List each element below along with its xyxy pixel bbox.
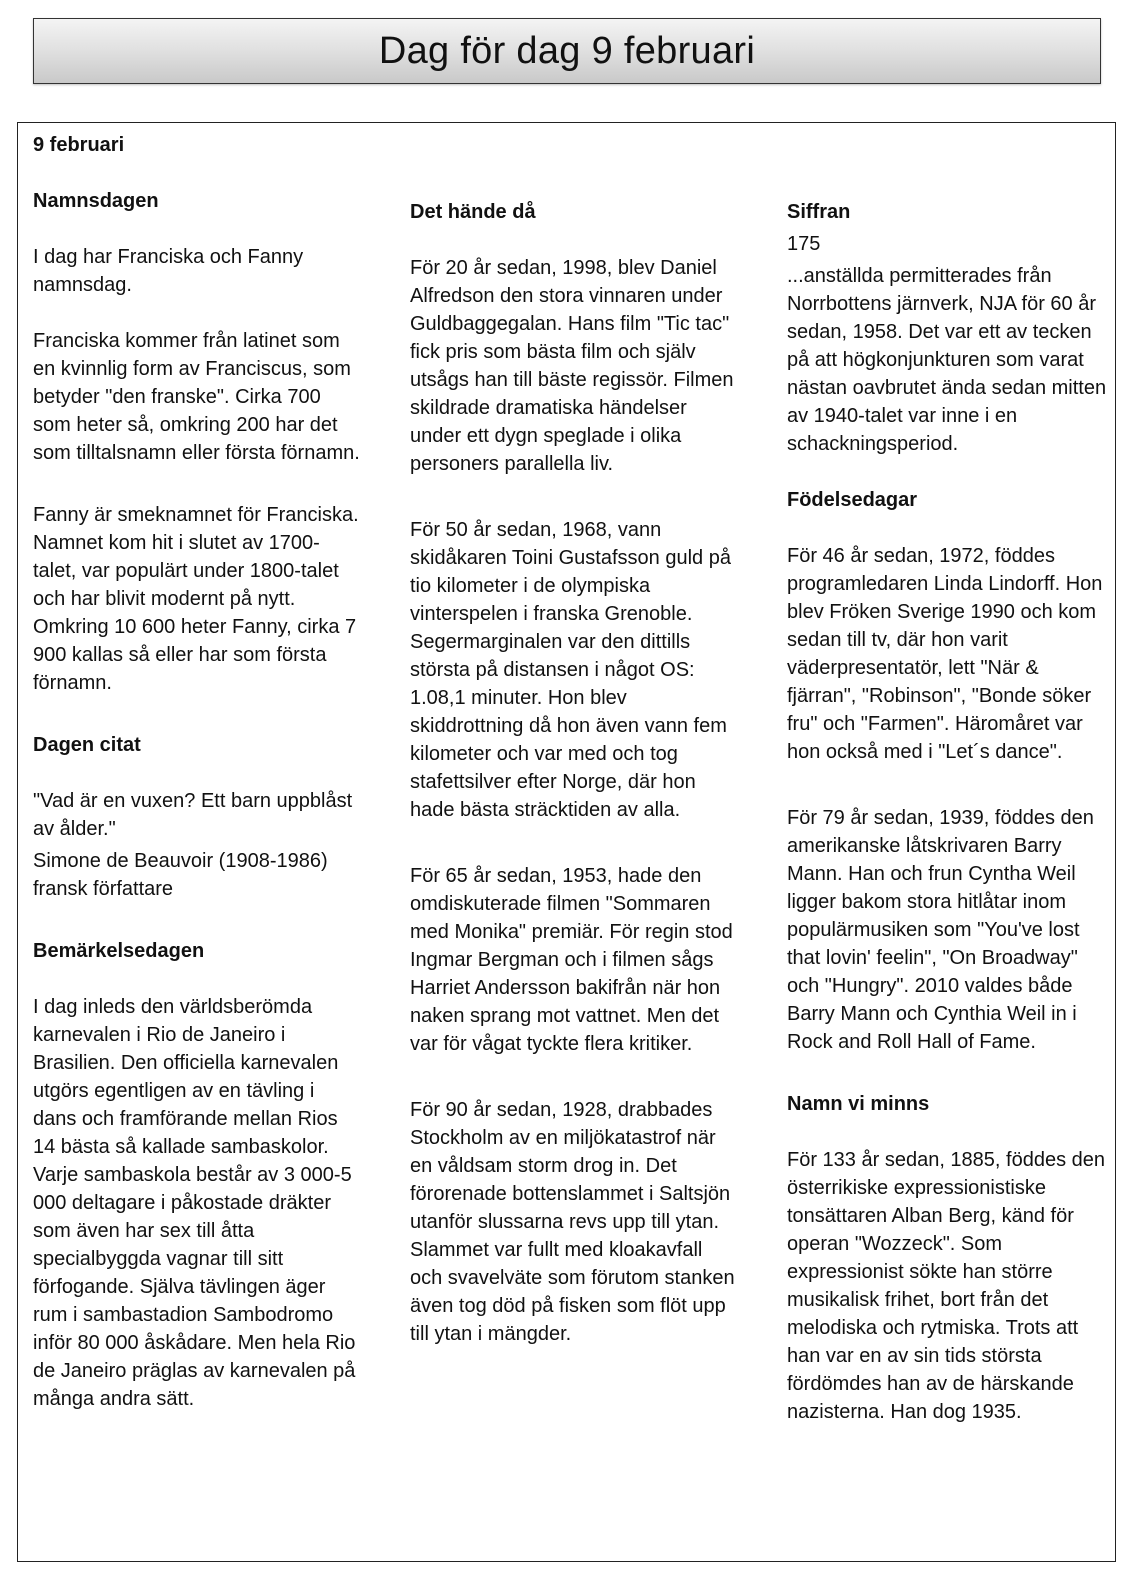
namnsdagen-intro: I dag har Franciska och Fanny namnsdag. [33, 246, 304, 296]
title-banner [33, 18, 1101, 84]
bemarkelse-text: I dag inleds den världsberömda karnevalen i Rio de Janeiro i Brasilien. Den officiella karnevalen utgörs egentligen av en tävling i dans och framförande mellan Rios 14 bästa så kallade sambaskolor. Varje sambaskola består av 3 000-5 000 deltagare i påkostade dräkter som även har sex till åtta specialbyggda vagnar till sitt förfogande. Själva tävlingen äger rum i sambastadion Sambodromo inför 80 000 åskådare. Men hela Rio de Janeiro präglas av karnevalen på många andra sätt. [33, 996, 356, 1410]
event-1928: För 90 år sedan, 1928, drabbades Stockholm av en miljökatastrof när en våldsam storm drog in. Det förorenade bottenslammet i Saltsjön utanför slussarna revs upp till ytan. Slammet var fullt med kloakavfall och svavelväte som förutom stanken även tog död på fisken som flöt upp till ytan i mängder. [410, 1099, 735, 1345]
namnsdagen-heading: Namnsdagen [33, 190, 159, 212]
event-1998: För 20 år sedan, 1998, blev Daniel Alfredson den stora vinnaren under Guldbaggegalan. Hans film "Tic tac" fick pris som bästa film och själv utsågs han till bäste regissör. Filmen skildrade dramatiska händelser under ett dygn speglade i olika personers parallella liv. [410, 257, 734, 475]
column-left [33, 131, 363, 1413]
event-1968: För 50 år sedan, 1968, vann skidåkaren Toini Gustafsson guld på tio kilometer i de olympiska vinterspelen i franska Grenoble. Segermarginalen var den dittills största på distansen i något OS: 1.08,1 minuter. Hon blev skiddrottning då hon även vann fem kilometer och var med och tog stafettsilver efter Norge, där hon hade bästa sträcktiden av alla. [410, 519, 731, 821]
namnsdagen-franciska: Franciska kommer från latinet som en kvinnlig form av Franciscus, som betyder "den franske". Cirka 700 som heter så, omkring 200 har det som tilltalsnamn eller första förnamn. [33, 330, 360, 464]
siffran-text: ...anställda permitterades från Norrbottens järnverk, NJA för 60 år sedan, 1958. Det var ett av tecken på att högkonjunkturen som varat nästan oavbrutet ända sedan mitten av 1940-talet var inne i en schackningsperiod. [787, 265, 1107, 455]
bemarkelse-heading: Bemärkelsedagen [33, 940, 205, 962]
det-hande-heading: Det hände då [410, 201, 536, 223]
birthday-mann: För 79 år sedan, 1939, föddes den amerikanske låtskrivaren Barry Mann. Han och frun Cyntha Weil ligger bakom stora hitlåtar inom populärmusiken som "You've lost that lovin' feelin", "On Broadway" och "Hungry". 2010 valdes både Barry Mann och Cynthia Weil in i Rock and Roll Hall of Fame. [787, 807, 1094, 1053]
event-1953: För 65 år sedan, 1953, hade den omdiskuterade filmen "Sommaren med Monika" premiär. För regin stod Ingmar Bergman och i filmen sågs Harriet Andersson bakifrån när hon naken sprang mot vattnet. Men det var för vågat tyckte flera kritiker. [410, 865, 733, 1055]
namn-berg: För 133 år sedan, 1885, föddes den österrikiske expressionistiske tonsättaren Alban Berg, känd för operan "Wozzeck". Som expressionist sökte han större musikalisk frihet, bort från det melodiska och rytmiska. Trots att han var en av sin tids största fördömdes han av de härskande nazisterna. Han dog 1935. [787, 1149, 1106, 1423]
siffran-number: 175 [787, 233, 821, 255]
birthday-lindorff: För 46 år sedan, 1972, föddes programledaren Linda Lindorff. Hon blev Fröken Sverige 1990 och kom sedan till tv, där hon varit väderpresentatör, lett "När & fjärran", "Robinson", "Bonde söker fru" och "Farmen". Häromåret var hon också med i "Let´s dance". [787, 545, 1103, 763]
page-title: Dag för dag 9 februari [378, 29, 756, 72]
column-middle [410, 198, 740, 1348]
namnsdagen-fanny: Fanny är smeknamnet för Franciska. Namnet kom hit i slutet av 1700-talet, var populärt under 1800-talet och har blivit modernt på nytt. Omkring 10 600 heter Fanny, cirka 7 900 kallas så eller har som första förnamn. [33, 504, 359, 694]
fodelse-heading: Födelsedagar [787, 489, 918, 511]
date-heading: 9 februari [33, 134, 125, 156]
column-right [787, 198, 1107, 1426]
citat-heading: Dagen citat [33, 734, 141, 756]
citat-author: Simone de Beauvoir (1908-1986) fransk författare [33, 850, 328, 900]
namn-heading: Namn vi minns [787, 1093, 930, 1115]
siffran-heading: Siffran [787, 201, 851, 223]
citat-quote: "Vad är en vuxen? Ett barn uppblåst av ålder." [33, 790, 353, 840]
